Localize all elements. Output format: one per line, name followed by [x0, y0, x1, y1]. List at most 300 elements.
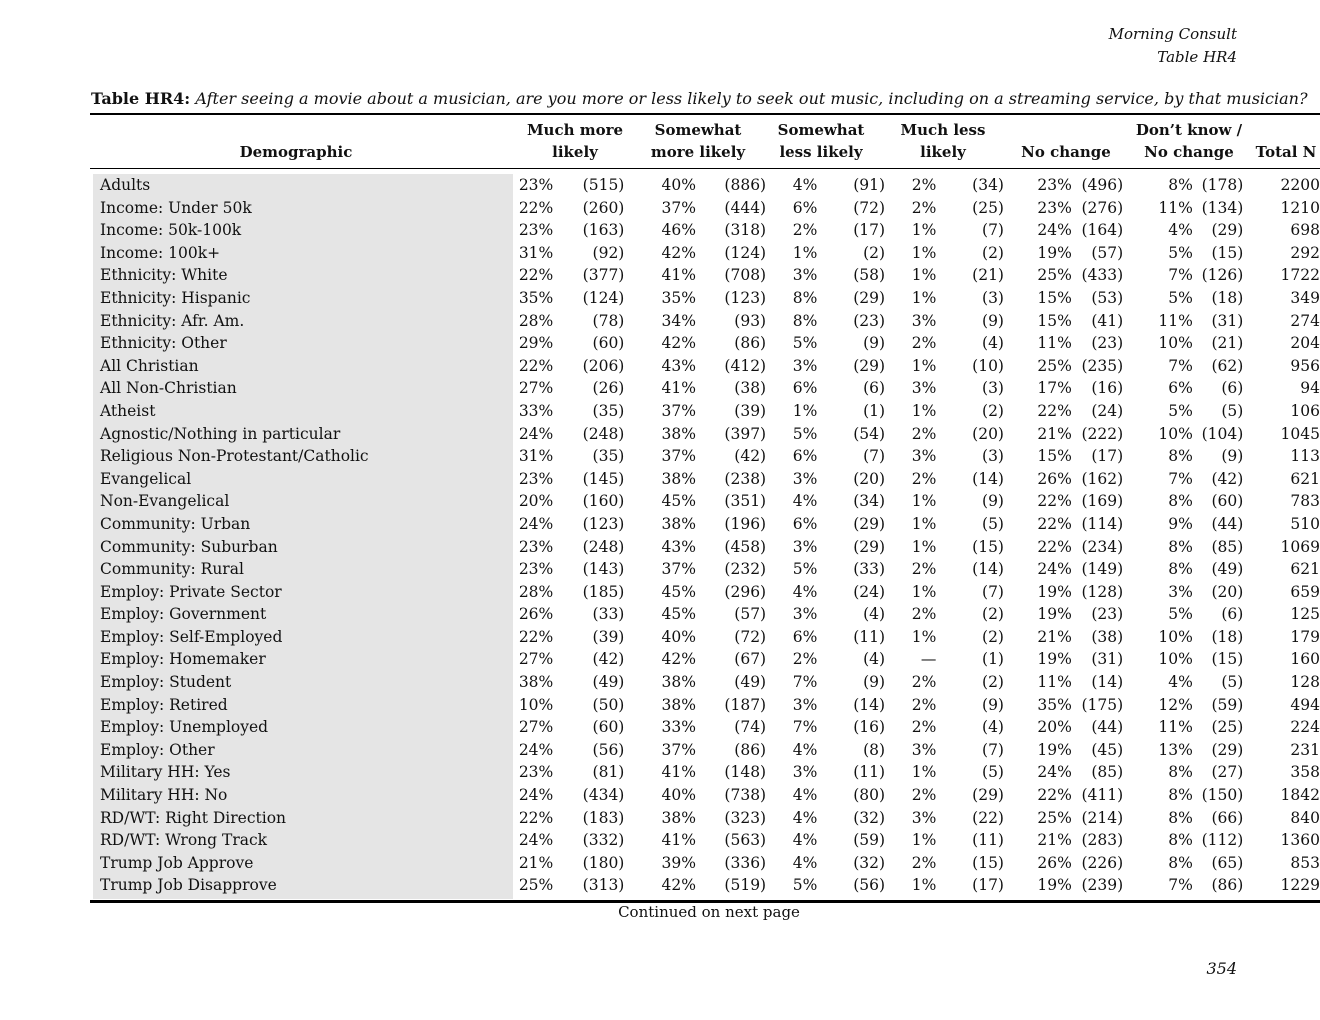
- cell-dont-know-n: (6): [1221, 605, 1244, 624]
- table-row: [90, 829, 1320, 852]
- cell-much-more-pct: 24%: [518, 424, 554, 443]
- cell-somewhat-more-pct: 37%: [661, 740, 696, 759]
- cell-dont-know-n: (104): [1201, 424, 1244, 443]
- cell-demographic: Community: Urban: [100, 514, 251, 533]
- cell-much-less-n: (9): [982, 311, 1004, 330]
- cell-somewhat-less-n: (32): [853, 853, 886, 872]
- cell-dont-know-n: (62): [1211, 356, 1244, 375]
- cell-demographic: Employ: Retired: [100, 695, 228, 714]
- cell-much-more-n: (81): [592, 763, 625, 782]
- cell-demographic: Ethnicity: White: [100, 266, 228, 285]
- cell-somewhat-less-n: (16): [853, 718, 886, 737]
- cell-demographic: Employ: Other: [100, 740, 215, 759]
- cell-much-more-pct: 23%: [518, 763, 554, 782]
- cell-no-change-n: (41): [1091, 311, 1124, 330]
- cell-dont-know-pct: 6%: [1168, 379, 1193, 398]
- cell-no-change-pct: 24%: [1037, 560, 1072, 579]
- cell-much-less-n: (5): [982, 763, 1004, 782]
- cell-much-more-pct: 23%: [518, 221, 554, 240]
- cell-no-change-pct: 21%: [1037, 424, 1072, 443]
- cell-no-change-pct: 23%: [1037, 198, 1072, 217]
- cell-total-n: 204: [1290, 334, 1320, 353]
- cell-no-change-pct: 22%: [1037, 492, 1072, 511]
- cell-no-change-n: (14): [1091, 673, 1124, 692]
- cell-somewhat-more-n: (563): [724, 831, 767, 850]
- cell-dont-know-pct: 9%: [1168, 514, 1193, 533]
- cell-much-less-n: (34): [972, 176, 1004, 194]
- cell-much-more-pct: 28%: [518, 311, 554, 330]
- cell-much-more-pct: 23%: [518, 537, 554, 556]
- cell-somewhat-more-n: (93): [734, 311, 767, 330]
- cell-no-change-n: (57): [1091, 243, 1124, 262]
- table-row: [90, 287, 1320, 310]
- cell-much-more-pct: 20%: [518, 492, 554, 511]
- cell-no-change-n: (175): [1081, 695, 1124, 714]
- cell-somewhat-more-pct: 40%: [661, 176, 696, 194]
- table-row: [90, 694, 1320, 717]
- cell-no-change-n: (23): [1091, 334, 1124, 353]
- cell-total-n: 621: [1290, 469, 1320, 488]
- cell-no-change-n: (433): [1081, 266, 1124, 285]
- cell-somewhat-more-n: (323): [724, 808, 767, 827]
- cell-dont-know-pct: 7%: [1168, 876, 1193, 895]
- cell-somewhat-more-pct: 45%: [661, 492, 696, 511]
- table-row: [90, 671, 1320, 694]
- cell-demographic: Trump Job Disapprove: [100, 876, 277, 895]
- cell-somewhat-more-n: (412): [724, 356, 767, 375]
- cell-somewhat-less-pct: 2%: [792, 221, 818, 240]
- cell-much-more-n: (185): [582, 582, 625, 601]
- cell-much-less-n: (5): [982, 514, 1004, 533]
- cell-somewhat-less-pct: 4%: [792, 853, 818, 872]
- cell-much-more-pct: 23%: [518, 469, 554, 488]
- cell-dont-know-n: (21): [1211, 334, 1244, 353]
- cell-dont-know-n: (178): [1201, 176, 1244, 194]
- cell-no-change-n: (226): [1081, 853, 1124, 872]
- cell-much-less-n: (10): [972, 356, 1004, 375]
- cell-dont-know-pct: 8%: [1168, 176, 1193, 194]
- cell-somewhat-less-n: (29): [853, 356, 886, 375]
- cell-much-less-n: (15): [972, 853, 1004, 872]
- cell-somewhat-more-n: (74): [734, 718, 767, 737]
- cell-somewhat-more-n: (49): [734, 673, 767, 692]
- cell-somewhat-less-n: (11): [853, 763, 886, 782]
- cell-dont-know-pct: 8%: [1168, 537, 1193, 556]
- cell-much-less-pct: 3%: [911, 311, 937, 330]
- cell-somewhat-less-n: (80): [853, 786, 886, 805]
- cell-much-more-n: (515): [582, 176, 625, 194]
- cell-dont-know-n: (18): [1211, 627, 1244, 646]
- cell-no-change-pct: 24%: [1037, 221, 1072, 240]
- cell-total-n: 1069: [1280, 537, 1320, 556]
- cell-much-more-n: (143): [582, 560, 625, 579]
- cell-demographic: Ethnicity: Hispanic: [100, 288, 251, 307]
- cell-somewhat-less-n: (32): [853, 808, 886, 827]
- cell-dont-know-n: (25): [1211, 718, 1244, 737]
- cell-no-change-n: (276): [1081, 198, 1124, 217]
- cell-demographic: Community: Suburban: [100, 537, 278, 556]
- cell-much-more-n: (56): [592, 740, 625, 759]
- cell-no-change-pct: 11%: [1037, 334, 1072, 353]
- cell-no-change-pct: 26%: [1037, 853, 1072, 872]
- cell-much-less-n: (3): [982, 447, 1004, 466]
- cell-somewhat-less-pct: 5%: [792, 334, 818, 353]
- cell-dont-know-pct: 5%: [1168, 401, 1193, 420]
- cell-dont-know-pct: 4%: [1168, 221, 1193, 240]
- cell-somewhat-more-pct: 37%: [661, 560, 696, 579]
- table-row: [90, 581, 1320, 604]
- cell-much-less-pct: 1%: [911, 243, 937, 262]
- cell-somewhat-less-n: (24): [853, 582, 886, 601]
- cell-somewhat-more-pct: 41%: [661, 379, 696, 398]
- cell-dont-know-pct: 11%: [1158, 198, 1193, 217]
- table-row: [90, 423, 1320, 446]
- cell-demographic: Non-Evangelical: [100, 492, 230, 511]
- cell-much-less-n: (1): [982, 650, 1004, 669]
- cell-somewhat-more-pct: 41%: [661, 266, 696, 285]
- cell-somewhat-less-n: (9): [863, 673, 886, 692]
- cell-much-less-pct: 1%: [911, 266, 937, 285]
- cell-dont-know-pct: 11%: [1158, 311, 1193, 330]
- table-row: [90, 264, 1320, 287]
- cell-much-less-pct: 1%: [911, 492, 937, 511]
- cell-somewhat-more-pct: 38%: [661, 808, 696, 827]
- cell-somewhat-less-pct: 3%: [792, 356, 818, 375]
- cell-demographic: Military HH: Yes: [100, 763, 231, 782]
- table-row: [90, 490, 1320, 513]
- cell-total-n: 274: [1290, 311, 1320, 330]
- cell-dont-know-n: (9): [1221, 447, 1244, 466]
- cell-much-more-n: (332): [582, 831, 625, 850]
- cell-much-less-pct: 1%: [911, 221, 937, 240]
- cell-dont-know-pct: 8%: [1168, 808, 1193, 827]
- cell-no-change-n: (234): [1081, 537, 1124, 556]
- cell-much-more-n: (50): [592, 695, 625, 714]
- cell-much-more-n: (49): [592, 673, 625, 692]
- table-row: [90, 310, 1320, 333]
- cell-much-less-pct: 3%: [911, 379, 937, 398]
- cell-much-less-n: (15): [972, 537, 1004, 556]
- cell-dont-know-pct: 4%: [1168, 673, 1193, 692]
- cell-dont-know-pct: 8%: [1168, 447, 1193, 466]
- cell-no-change-pct: 21%: [1037, 627, 1072, 646]
- cell-much-less-pct: 2%: [911, 424, 937, 443]
- cell-somewhat-more-n: (148): [724, 763, 767, 782]
- cell-somewhat-more-pct: 37%: [661, 198, 696, 217]
- cell-dont-know-pct: 7%: [1168, 356, 1193, 375]
- cell-somewhat-more-n: (187): [724, 695, 767, 714]
- cell-much-less-n: (2): [982, 673, 1004, 692]
- cell-no-change-n: (411): [1081, 786, 1124, 805]
- table-row: [90, 603, 1320, 626]
- cell-demographic: Employ: Self-Employed: [100, 627, 283, 646]
- col-header-demographic: Demographic: [239, 143, 353, 161]
- cell-somewhat-less-n: (59): [853, 831, 886, 850]
- cell-total-n: 349: [1290, 288, 1320, 307]
- cell-much-less-n: (7): [982, 582, 1004, 601]
- cell-dont-know-n: (126): [1201, 266, 1244, 285]
- cell-much-more-n: (78): [592, 311, 625, 330]
- cell-dont-know-pct: 7%: [1168, 469, 1193, 488]
- cell-dont-know-pct: 8%: [1168, 763, 1193, 782]
- cell-somewhat-more-pct: 38%: [661, 514, 696, 533]
- cell-dont-know-pct: 8%: [1168, 560, 1193, 579]
- cell-much-less-n: (22): [972, 808, 1004, 827]
- cell-much-less-pct: —: [920, 650, 937, 669]
- cell-much-more-pct: 23%: [518, 560, 554, 579]
- cell-much-more-n: (434): [582, 786, 625, 805]
- cell-dont-know-n: (15): [1211, 650, 1244, 669]
- cell-somewhat-less-n: (9): [863, 334, 886, 353]
- cell-much-more-n: (145): [582, 469, 625, 488]
- cell-total-n: 1045: [1280, 424, 1320, 443]
- table-row: [90, 536, 1320, 559]
- cell-much-less-pct: 2%: [911, 718, 937, 737]
- cell-dont-know-pct: 11%: [1158, 718, 1193, 737]
- cell-total-n: 113: [1290, 447, 1320, 466]
- cell-somewhat-more-n: (38): [734, 379, 767, 398]
- cell-much-more-n: (313): [582, 876, 625, 895]
- cell-somewhat-more-pct: 42%: [661, 650, 696, 669]
- cell-somewhat-less-pct: 6%: [792, 379, 818, 398]
- cell-much-more-pct: 23%: [518, 176, 554, 194]
- cell-much-more-pct: 22%: [518, 198, 554, 217]
- cell-much-less-pct: 3%: [911, 808, 937, 827]
- table-row: [90, 377, 1320, 400]
- col-header-dont-know: Don’t know / No change: [1135, 121, 1243, 161]
- cell-much-less-n: (7): [982, 221, 1004, 240]
- cell-much-more-n: (377): [582, 266, 625, 285]
- cell-much-more-pct: 24%: [518, 831, 554, 850]
- cell-dont-know-pct: 10%: [1158, 650, 1193, 669]
- cell-no-change-pct: 11%: [1037, 673, 1072, 692]
- cell-much-less-n: (3): [982, 288, 1004, 307]
- table-row: [90, 807, 1320, 830]
- cell-much-less-pct: 3%: [911, 447, 937, 466]
- cell-much-less-n: (2): [982, 627, 1004, 646]
- cell-much-less-n: (7): [982, 740, 1004, 759]
- cell-demographic: Employ: Homemaker: [100, 650, 266, 669]
- cell-much-more-pct: 24%: [518, 786, 554, 805]
- cell-no-change-pct: 19%: [1037, 582, 1072, 601]
- cell-somewhat-more-pct: 41%: [661, 831, 696, 850]
- cell-dont-know-n: (112): [1201, 831, 1244, 850]
- cell-dont-know-pct: 8%: [1168, 492, 1193, 511]
- cell-no-change-n: (114): [1081, 514, 1124, 533]
- cell-somewhat-less-n: (33): [853, 560, 886, 579]
- cell-demographic: Atheist: [100, 401, 156, 420]
- cell-no-change-n: (496): [1081, 176, 1124, 194]
- cell-total-n: 494: [1290, 695, 1320, 714]
- cell-much-more-pct: 35%: [518, 288, 554, 307]
- cell-much-more-n: (124): [582, 288, 625, 307]
- cell-somewhat-more-n: (232): [724, 560, 767, 579]
- cell-dont-know-pct: 5%: [1168, 605, 1193, 624]
- cell-much-more-n: (60): [592, 334, 625, 353]
- cell-no-change-pct: 15%: [1037, 311, 1072, 330]
- cell-dont-know-n: (44): [1211, 514, 1244, 533]
- cell-somewhat-more-pct: 45%: [661, 605, 696, 624]
- table-row: [90, 400, 1320, 423]
- cell-somewhat-less-pct: 7%: [792, 718, 818, 737]
- cell-dont-know-pct: 5%: [1168, 288, 1193, 307]
- cell-much-less-pct: 2%: [911, 695, 937, 714]
- cell-somewhat-less-pct: 3%: [792, 469, 818, 488]
- cell-somewhat-more-n: (519): [724, 876, 767, 895]
- cell-somewhat-more-pct: 41%: [661, 763, 696, 782]
- cell-somewhat-more-n: (57): [734, 605, 767, 624]
- cell-much-more-n: (183): [582, 808, 625, 827]
- cell-somewhat-less-n: (34): [853, 492, 886, 511]
- cell-much-less-n: (25): [972, 198, 1004, 217]
- cell-much-more-n: (206): [582, 356, 625, 375]
- cell-much-less-pct: 2%: [911, 786, 937, 805]
- cell-somewhat-less-n: (54): [853, 424, 886, 443]
- cell-no-change-pct: 22%: [1037, 514, 1072, 533]
- cell-much-more-n: (60): [592, 718, 625, 737]
- cell-much-more-n: (39): [592, 627, 625, 646]
- cell-much-less-n: (9): [982, 695, 1004, 714]
- cell-dont-know-n: (86): [1211, 876, 1244, 895]
- cell-total-n: 956: [1290, 356, 1320, 375]
- cell-dont-know-pct: 7%: [1168, 266, 1193, 285]
- cell-total-n: 1360: [1280, 831, 1320, 850]
- table-row: [90, 626, 1320, 649]
- cell-somewhat-more-n: (72): [734, 627, 767, 646]
- cell-somewhat-more-n: (296): [724, 582, 767, 601]
- cell-total-n: 2200: [1280, 176, 1320, 194]
- cell-no-change-n: (17): [1091, 447, 1124, 466]
- cell-somewhat-less-pct: 8%: [792, 288, 818, 307]
- cell-demographic: Ethnicity: Afr. Am.: [100, 311, 245, 330]
- cell-total-n: 1722: [1280, 266, 1320, 285]
- cell-somewhat-more-n: (318): [724, 221, 767, 240]
- cell-dont-know-pct: 13%: [1158, 740, 1193, 759]
- cell-somewhat-less-pct: 5%: [792, 876, 818, 895]
- cell-much-less-pct: 2%: [911, 853, 937, 872]
- cell-no-change-n: (239): [1081, 876, 1124, 895]
- table-row: [90, 874, 1320, 897]
- cell-dont-know-pct: 8%: [1168, 831, 1193, 850]
- caption-label: Table HR4:: [91, 89, 191, 108]
- cell-much-more-n: (42): [592, 650, 625, 669]
- cell-somewhat-less-pct: 7%: [792, 673, 818, 692]
- cell-much-more-pct: 27%: [518, 718, 554, 737]
- cell-somewhat-less-n: (23): [853, 311, 886, 330]
- cell-much-less-pct: 1%: [911, 401, 937, 420]
- cell-no-change-pct: 23%: [1037, 176, 1072, 194]
- cell-somewhat-more-pct: 45%: [661, 582, 696, 601]
- cell-somewhat-less-pct: 4%: [792, 740, 818, 759]
- cell-much-more-n: (92): [592, 243, 625, 262]
- cell-somewhat-more-pct: 40%: [661, 786, 696, 805]
- cell-no-change-pct: 19%: [1037, 243, 1072, 262]
- cell-no-change-n: (222): [1081, 424, 1124, 443]
- cell-much-less-pct: 2%: [911, 560, 937, 579]
- cell-somewhat-less-pct: 5%: [792, 560, 818, 579]
- cell-somewhat-more-n: (67): [734, 650, 767, 669]
- cell-somewhat-less-n: (20): [853, 469, 886, 488]
- cell-much-more-pct: 33%: [518, 401, 554, 420]
- cell-no-change-n: (53): [1091, 288, 1124, 307]
- cell-somewhat-less-pct: 4%: [792, 582, 818, 601]
- cell-somewhat-more-pct: 35%: [661, 288, 696, 307]
- cell-somewhat-more-n: (351): [724, 492, 767, 511]
- cell-much-less-pct: 2%: [911, 176, 937, 194]
- cell-somewhat-less-pct: 3%: [792, 266, 818, 285]
- cell-no-change-pct: 22%: [1037, 537, 1072, 556]
- cell-dont-know-n: (31): [1211, 311, 1244, 330]
- cell-no-change-pct: 19%: [1037, 740, 1072, 759]
- cell-somewhat-less-n: (7): [863, 447, 886, 466]
- cell-no-change-pct: 24%: [1037, 763, 1072, 782]
- cell-somewhat-less-pct: 2%: [792, 650, 818, 669]
- cell-somewhat-less-n: (8): [863, 740, 886, 759]
- cell-somewhat-more-n: (39): [734, 401, 767, 420]
- cell-somewhat-more-pct: 38%: [661, 695, 696, 714]
- cell-much-less-n: (20): [972, 424, 1004, 443]
- cell-much-less-pct: 1%: [911, 627, 937, 646]
- table-row: [90, 739, 1320, 762]
- cell-much-less-n: (2): [982, 605, 1004, 624]
- cell-demographic: Employ: Private Sector: [100, 582, 282, 601]
- cell-much-more-n: (160): [582, 492, 625, 511]
- table-top-rule: [90, 113, 1320, 115]
- cell-much-more-pct: 28%: [518, 582, 554, 601]
- cell-somewhat-more-n: (123): [724, 288, 767, 307]
- cell-somewhat-less-pct: 4%: [792, 831, 818, 850]
- cell-total-n: 231: [1290, 740, 1320, 759]
- cell-somewhat-less-n: (91): [853, 176, 886, 194]
- cell-much-less-pct: 1%: [911, 582, 937, 601]
- cell-no-change-n: (214): [1081, 808, 1124, 827]
- cell-total-n: 1229: [1280, 876, 1320, 895]
- cell-somewhat-less-n: (4): [863, 605, 886, 624]
- cell-much-more-pct: 25%: [518, 876, 554, 895]
- cell-somewhat-more-pct: 34%: [661, 311, 696, 330]
- cell-much-less-pct: 2%: [911, 673, 937, 692]
- cell-much-more-n: (248): [582, 424, 625, 443]
- cell-demographic: Evangelical: [100, 469, 192, 488]
- cell-total-n: 621: [1290, 560, 1320, 579]
- cell-demographic: Income: 50k-100k: [100, 221, 242, 240]
- table-body: [90, 174, 1320, 897]
- cell-no-change-n: (24): [1091, 401, 1124, 420]
- table-row: [90, 558, 1320, 581]
- cell-demographic: All Non-Christian: [100, 379, 237, 398]
- cell-somewhat-more-n: (124): [724, 243, 767, 262]
- cell-somewhat-more-n: (886): [724, 176, 767, 194]
- caption-text: After seeing a movie about a musician, are you more or less likely to seek out music, including on a streaming service, by that musician?: [195, 89, 1308, 108]
- cell-somewhat-less-pct: 1%: [792, 401, 818, 420]
- cell-no-change-n: (235): [1081, 356, 1124, 375]
- cell-no-change-pct: 26%: [1037, 469, 1072, 488]
- cell-somewhat-more-pct: 40%: [661, 627, 696, 646]
- cell-no-change-pct: 15%: [1037, 288, 1072, 307]
- table-row: [90, 174, 1320, 197]
- cell-dont-know-n: (49): [1211, 560, 1244, 579]
- cell-dont-know-pct: 8%: [1168, 786, 1193, 805]
- cell-somewhat-less-pct: 6%: [792, 198, 818, 217]
- cell-much-less-pct: 2%: [911, 605, 937, 624]
- cell-much-less-n: (21): [972, 266, 1004, 285]
- cell-no-change-n: (85): [1091, 763, 1124, 782]
- cell-much-less-pct: 2%: [911, 469, 937, 488]
- cell-dont-know-n: (5): [1221, 673, 1244, 692]
- cell-no-change-n: (162): [1081, 469, 1124, 488]
- cell-total-n: 840: [1290, 808, 1320, 827]
- cell-somewhat-more-n: (86): [734, 740, 767, 759]
